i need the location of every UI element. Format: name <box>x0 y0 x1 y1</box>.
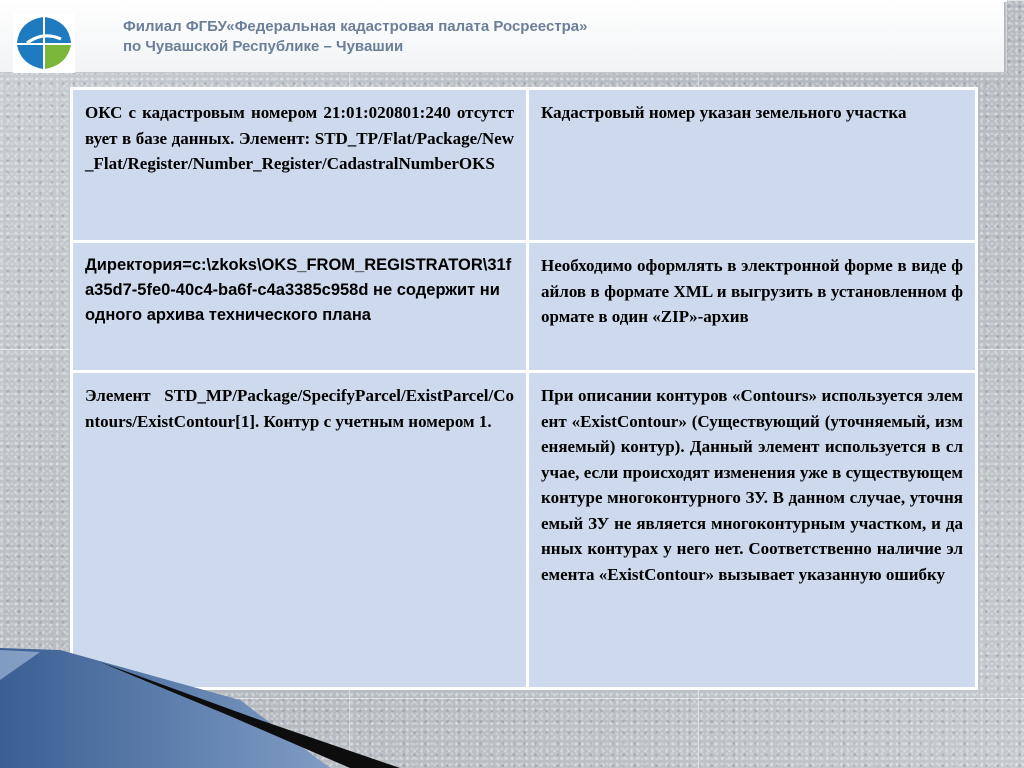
slide-header <box>0 0 1007 73</box>
error-cell <box>72 242 528 372</box>
resolution-text: При описании контуров «Contours» используется элемент «ExistContour» (Существующий (уточняемый, изменяемый) контур). Данный элемент используется в случае, если происходят изменения уже в существующем контуре многоконтурного ЗУ. В данном случае, уточняемый ЗУ не является многоконтурным участком, и данных контурах у него нет. Соответственно наличие элемента «ExistContour» вызывает указанную ошибку <box>541 386 963 584</box>
table-row <box>72 89 977 242</box>
error-text: ОКС с кадастровым номером 21:01:020801:240 отсутствует в базе данных. Элемент: STD_TP/Flat/Package/New_Flat/Register/Number_Register/CadastralNumberOKS <box>85 103 514 173</box>
error-cell <box>72 89 528 242</box>
error-text: Элемент STD_MP/Package/SpecifyParcel/ExistParcel/Contours/ExistContour[1]. Контур с учетным номером 1. <box>85 386 514 431</box>
resolution-cell <box>528 372 977 689</box>
decorative-swoosh <box>0 640 420 768</box>
resolution-cell <box>528 89 977 242</box>
header-title-line2: по Чувашской Республике – Чувашии <box>123 38 404 55</box>
header-shadow <box>1004 2 1009 72</box>
header-title-line1: Филиал ФГБУ«Федеральная кадастровая палата Росреестра» <box>123 18 588 35</box>
resolution-text: Кадастровый номер указан земельного участка <box>541 103 907 122</box>
rosreestr-logo-icon <box>13 13 75 73</box>
resolution-text: Необходимо оформлять в электронной форме в виде файлов в формате XML и выгрузить в установленном формате в один «ZIP»-архив <box>541 256 963 326</box>
errors-table <box>70 87 978 690</box>
table-row <box>72 242 977 372</box>
resolution-cell <box>528 242 977 372</box>
error-text: Директория=c:\zkoks\OKS_FROM_REGISTRATOR\31fa35d7-5fe0-40c4-ba6f-c4a3385c958d не содержит ни одного архива технического плана <box>85 256 512 324</box>
